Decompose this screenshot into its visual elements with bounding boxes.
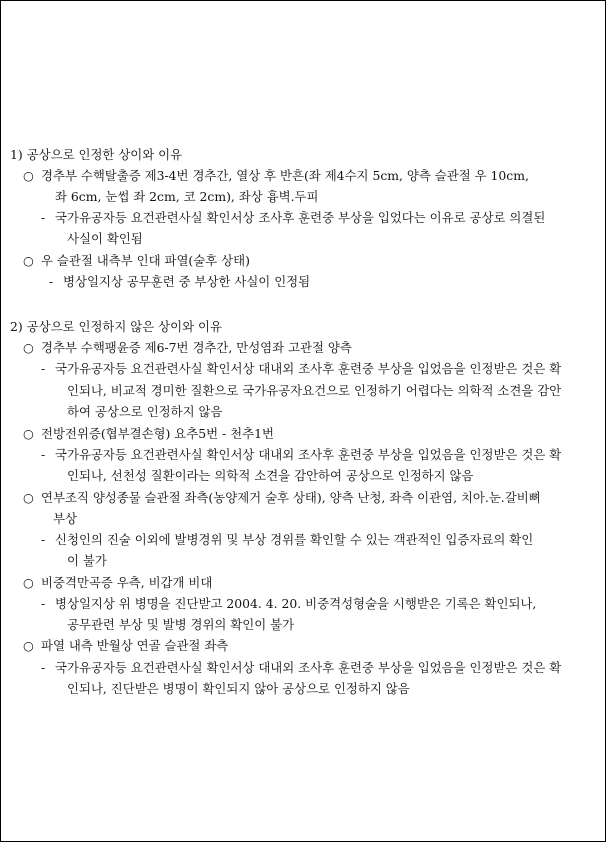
list-item-text: 비중격만곡증 우측, 비갑개 비대 xyxy=(41,575,213,590)
section-1-heading: 1) 공상으로 인정한 상이와 이유 xyxy=(10,147,183,162)
reason-marker: - xyxy=(41,361,46,376)
reason-marker: - xyxy=(41,532,46,547)
list-item-text: 부상 xyxy=(53,511,77,526)
list-item-text: 좌 6cm, 눈썹 좌 2cm, 코 2cm), 좌상 흉벽.두피 xyxy=(55,189,319,204)
reason-text: 공무관련 부상 및 발병 경위의 확인이 불가 xyxy=(67,617,295,632)
reason-marker: - xyxy=(41,660,46,675)
reason-text: 병상일지상 공무훈련 중 부상한 사실이 인정됨 xyxy=(63,274,311,289)
reason-text: 국가유공자등 요건관련사실 확인서상 대내외 조사후 훈련중 부상을 입었음을 인정받은 것은 확 xyxy=(55,361,562,376)
list-item-marker: ○ xyxy=(23,490,34,505)
reason-text: 국가유공자등 요건관련사실 확인서상 조사후 훈련중 부상을 입었다는 이유로 공상로 의결된 xyxy=(55,210,546,225)
list-item-marker: ○ xyxy=(23,426,34,441)
list-item-marker: ○ xyxy=(23,168,34,183)
reason-text: 하여 공상으로 인정하지 않음 xyxy=(67,404,223,419)
list-item-text: 경추부 수핵팽윤증 제6-7번 경추간, 만성염좌 고관절 양측 xyxy=(41,340,352,355)
reason-text: 국가유공자등 요건관련사실 확인서상 대내외 조사후 훈련중 부상을 입었음을 인정받은 것은 확 xyxy=(55,447,562,462)
list-item-text: 경추부 수핵탈출증 제3-4번 경추간, 열상 후 반흔(좌 제4수지 5cm, 양측 슬관절 우 10cm, xyxy=(41,168,529,183)
list-item-marker: ○ xyxy=(23,340,34,355)
reason-marker: - xyxy=(41,210,46,225)
reason-text: 인되나, 진단받은 병명이 확인되지 않아 공상으로 인정하지 않음 xyxy=(67,681,410,696)
reason-marker: - xyxy=(41,447,46,462)
list-item-marker: ○ xyxy=(23,575,34,590)
reason-text: 병상일지상 위 병명을 진단받고 2004. 4. 20. 비중격성형술을 시행받은 기록은 확인되나, xyxy=(55,596,537,611)
reason-marker: - xyxy=(49,274,54,289)
list-item-text: 우 슬관절 내측부 인대 파열(술후 상태) xyxy=(41,253,250,268)
list-item-text: 연부조직 양성종물 슬관절 좌측(농양제거 술후 상태), 양측 난청, 좌측 이관염, 치아.눈.갈비뼈 xyxy=(41,490,541,505)
reason-text: 이 불가 xyxy=(67,553,107,568)
reason-text: 신청인의 진술 이외에 발병경위 및 부상 경위를 확인할 수 있는 객관적인 입증자료의 확인 xyxy=(55,532,534,547)
reason-text: 인되나, 비교적 경미한 질환으로 국가유공자요건으로 인정하기 어렵다는 의학적 소견을 감안 xyxy=(67,383,562,398)
list-item-text: 전방전위증(협부결손형) 요추5번 - 천추1번 xyxy=(41,426,274,441)
list-item-marker: ○ xyxy=(23,253,34,268)
reason-text: 인되나, 선천성 질환이라는 의학적 소견을 감안하여 공상으로 인정하지 않음 xyxy=(67,468,474,483)
reason-text: 사실이 확인됨 xyxy=(67,231,143,246)
reason-text: 국가유공자등 요건관련사실 확인서상 대내외 조사후 훈련중 부상을 입었음을 인정받은 것은 확 xyxy=(55,660,562,675)
list-item-text: 파열 내측 반월상 연골 슬관절 좌측 xyxy=(41,638,229,653)
reason-marker: - xyxy=(41,596,46,611)
list-item-marker: ○ xyxy=(23,638,34,653)
section-2-heading: 2) 공상으로 인정하지 않은 상이와 이유 xyxy=(10,319,222,334)
